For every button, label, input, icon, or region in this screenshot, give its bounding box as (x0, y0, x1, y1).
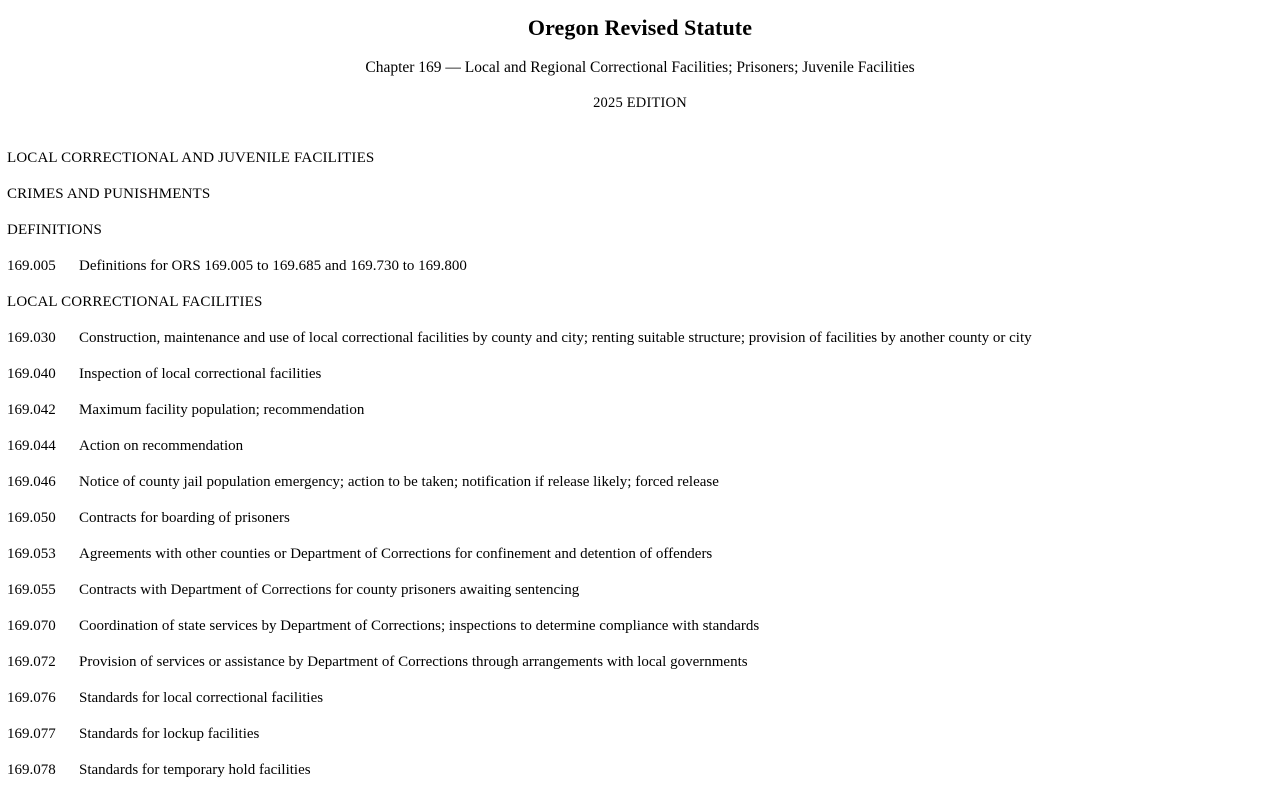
statute-title: Standards for local correctional facilities (79, 690, 324, 706)
statute-number: 169.005 (7, 258, 56, 274)
statute-title: Agreements with other counties or Department of Corrections for confinement and detention of offenders (79, 546, 713, 562)
statute-number: 169.044 (7, 438, 56, 454)
statute-index-list (0, 114, 1280, 788)
statute-title: Contracts for boarding of prisoners (79, 510, 290, 526)
statute-entry[interactable] (7, 680, 1272, 716)
statute-number: 169.030 (7, 330, 56, 346)
document-title: Oregon Revised Statute (527, 15, 753, 40)
section-heading: CRIMES AND PUNISHMENTS (7, 186, 211, 202)
statute-number: 169.078 (7, 762, 56, 778)
statute-title: Standards for lockup facilities (79, 726, 260, 742)
document-masthead (0, 0, 1280, 114)
statute-number: 169.055 (7, 582, 56, 598)
statute-entry[interactable] (7, 248, 1272, 284)
statute-title: Action on recommendation (79, 438, 244, 454)
statute-number: 169.072 (7, 654, 56, 670)
statute-entry[interactable] (7, 572, 1272, 608)
statute-title: Definitions for ORS 169.005 to 169.685 and 169.730 to 169.800 (79, 258, 467, 274)
statute-title: Contracts with Department of Corrections for county prisoners awaiting sentencing (79, 582, 580, 598)
statute-number: 169.077 (7, 726, 56, 742)
statute-title: Standards for temporary hold facilities (79, 762, 311, 778)
edition-label: 2025 EDITION (593, 95, 687, 111)
statute-title: Provision of services or assistance by Department of Corrections through arrangements with local governments (79, 654, 748, 670)
statute-title: Construction, maintenance and use of local correctional facilities by county and city; renting suitable structure; provision of facilities by another county or city (79, 330, 1032, 346)
statute-entry[interactable] (7, 320, 1272, 356)
statute-entry[interactable] (7, 500, 1272, 536)
statute-entry[interactable] (7, 356, 1272, 392)
section-heading: LOCAL CORRECTIONAL AND JUVENILE FACILITIES (7, 150, 375, 166)
statute-entry[interactable] (7, 464, 1272, 500)
chapter-subtitle: Chapter 169 — Local and Regional Correctional Facilities; Prisoners; Juvenile Facilities (365, 59, 915, 76)
section-heading: DEFINITIONS (7, 222, 102, 238)
section-heading: LOCAL CORRECTIONAL FACILITIES (7, 294, 263, 310)
statute-entry[interactable] (7, 392, 1272, 428)
statute-number: 169.070 (7, 618, 56, 634)
statute-entry[interactable] (7, 644, 1272, 680)
statute-title: Notice of county jail population emergency; action to be taken; notification if release likely; forced release (79, 474, 719, 490)
statute-number: 169.042 (7, 402, 56, 418)
statute-title: Inspection of local correctional facilities (79, 366, 322, 382)
statute-number: 169.046 (7, 474, 56, 490)
statute-entry[interactable] (7, 752, 1272, 788)
statute-number: 169.053 (7, 546, 56, 562)
statute-title: Coordination of state services by Department of Corrections; inspections to determine compliance with standards (79, 618, 760, 634)
statute-number: 169.040 (7, 366, 56, 382)
statute-title: Maximum facility population; recommendation (79, 402, 365, 418)
statute-entry[interactable] (7, 536, 1272, 572)
statute-entry[interactable] (7, 716, 1272, 752)
statute-number: 169.076 (7, 690, 56, 706)
statute-entry[interactable] (7, 608, 1272, 644)
statute-number: 169.050 (7, 510, 56, 526)
statute-entry[interactable] (7, 428, 1272, 464)
